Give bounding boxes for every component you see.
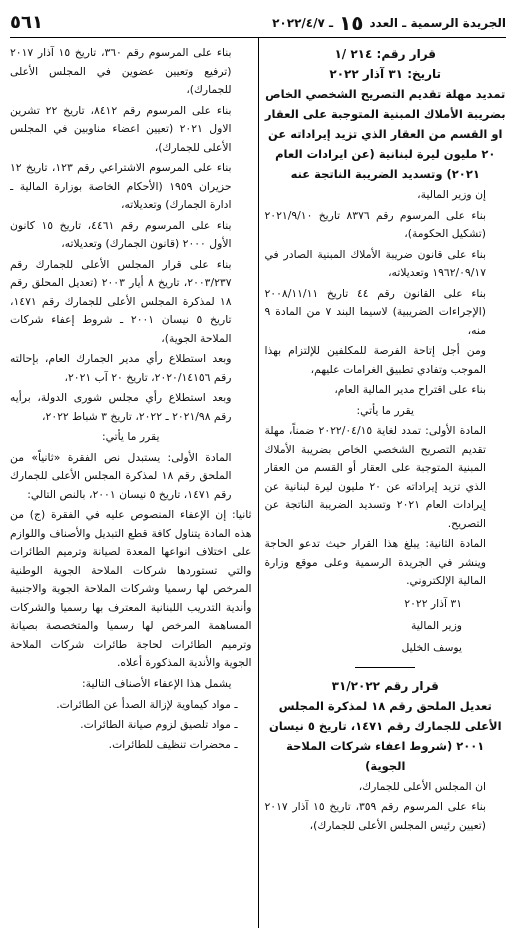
decision-subject: تمديد مهلة تقديم التصريح الشخصي الخاص بضريبة الأملاك المبنية المتوجبة على العقار او القسم من العقار الذي تزيد إيراداته عن ٢٠ مليون ليرة لبنانية (عن ايرادات العام ٢٠٢١) وتسديد الضريبة الناتجة عنه (264, 87, 506, 181)
decision2-subject: تعديل الملحق رقم ١٨ لمذكرة المجلس الأعلى للجمارك رقم ١٤٧١، تاريخ ٥ نيسان ٢٠٠١ (شروط اعفاء شركات الملاحة الجوية) (268, 698, 502, 773)
includes-heading: يشمل هذا الإعفاء الأصناف التالية: (82, 676, 232, 690)
recital-l5: بناء على قرار المجلس الأعلى للجمارك رقم ٢٠٠٣/٢٣٧، تاريخ ٨ أيار ٢٠٠٣ (تعديل المحلق رقم ١٨ لمذكرة المجلس الأعلى للجمارك رقم ١٤٧١، تاريخ ٥ نيسان ٢٠٠١ ـ شروط إعفاء شركات الملاحة الجوية)، (10, 257, 232, 345)
columns (10, 38, 506, 928)
decides-heading-2: يقرر ما يأتي: (101, 430, 160, 443)
recital-5: بناء على اقتراح مدير المالية العام، (334, 383, 486, 396)
decision-number: قرار رقم: ٢١٤ /١ (334, 47, 437, 61)
recital-l7: وبعد استطلاع رأي مجلس شورى الدولة، برأيه رقم ٢٠٢١/٩٨ ـ ٢٠٢٢، تاريخ ٣ شباط ٢٠٢٢، (10, 391, 232, 423)
issuer-2: ان المجلس الأعلى للجمارك، (358, 779, 486, 793)
signature-title: وزير المالية (411, 618, 462, 632)
issue-date: ـ ٢٠٢٢/٤/٧ (272, 15, 334, 30)
list-item: ـ مواد تلصيق لزوم صيانة الطائرات. (80, 718, 238, 731)
gazette-name: الجريدة الرسمية ـ العدد (369, 15, 506, 30)
article-1: المادة الأولى: تمدد لغاية ٢٠٢٢/٠٤/١٥ ضمناً، مهلة تقديم التصريح الشخصي الخاص بضريبة الأملاك المبنية المتوجبة على العقار أو القسم من العقار الذي تزيد إيراداته عن ٢٠ مليون ليرة لبنانية عن إيرادات العام ٢٠٢١ وتسديد الضريبة الناتجة عن التصريح. (264, 424, 486, 530)
recital-l3: بناء على المرسوم الاشتراعي رقم ١٢٣، تاريخ ١٢ حزيران ١٩٥٩ (الأحكام الخاصة بوزارة المالية ـ ادارة الجمارك) وتعديلاته، (10, 161, 232, 211)
recital-2: بناء على قانون ضريبة الأملاك المبنية الصادر في ١٩٦٢/٠٩/١٧ وتعديلاته، (264, 247, 486, 279)
recital-1: بناء على المرسوم رقم ٨٣٧٦ تاريخ ٢٠٢١/٩/١٠ (تشكيل الحكومة)، (264, 208, 486, 240)
article-l1: المادة الأولى: يستبدل نص الفقرة «ثانياً» من الملحق رقم ١٨ لمذكرة المجلس الأعلى للجمارك رقم ١٤٧١، تاريخ ٥ نيسان ٢٠٠١، بالنص التالي: (10, 450, 232, 501)
issuer: إن وزير المالية، (417, 188, 486, 201)
recital-6: بناء على المرسوم رقم ٣٥٩، تاريخ ١٥ آذار ٢٠١٧ (تعيين رئيس المجلس الأعلى للجمارك)، (264, 800, 486, 832)
recital-3: بناء على القانون رقم ٤٤ تاريخ ٢٠٠٨/١١/١١ (الإجراءات الضريبية) لاسيما البند ٧ من المادة ٩ منه، (264, 286, 486, 337)
recital-l6: وبعد استطلاع رأي مدير الجمارك العام، بإحالته رقم ٢٠٢٠/١٤١٥٦، تاريخ ٢٠ آب ٢٠٢١، (10, 352, 232, 384)
list-item: ـ مواد كيماوية لإزالة الصدأ عن الطائرات. (56, 698, 238, 711)
issue-number: ١٥ (339, 10, 364, 35)
recital-l1: بناء على المرسوم رقم ٣٦٠، تاريخ ١٥ آذار ٢٠١٧ (ترفيع وتعيين عضوين في المجلس الأعلى للجمارك)، (10, 46, 232, 96)
decision-date: تاريخ: ٣١ آذار ٢٠٢٢ (329, 67, 442, 81)
right-column (259, 38, 507, 928)
column-divider (258, 38, 259, 928)
recital-l2: بناء على المرسوم رقم ٨٤١٢، تاريخ ٢٢ تشرين الاول ٢٠٢١ (تعيين اعضاء مناوبين في المجلس الأعلى للجمارك)، (10, 103, 232, 154)
list-item: ـ محضرات تنظيف للطائرات. (108, 738, 238, 751)
gazette-title (272, 11, 506, 35)
left-column (10, 38, 258, 928)
recital-4: ومن أجل إتاحة الفرصة للمكلفين للإلتزام بهذا الموجب وتفادي تطبيق الغرامات عليهم، (264, 344, 486, 376)
paragraph-second: ثانيا: إن الإعفاء المنصوص عليه في الفقرة (ج) من هذه المادة يتناول كافة قطع التبديل والأصناف واللوازم على اختلاف انواعها المعدة لصيانة وترميم الطائرات والتي تستوردها شركات الملاحة الجوية الوطنية المرخص لها رسميا وشركات الملاحة الجوية والاجنبية وأندية التدريب اللبنانية المعترف بها رسميا والشركات المساهمة المرخص لها رسميا والمتخصصة بصيانة وترميم الطائرات لحاجة طائرات شركات الملاحة الجوية والأندية المذكورة أعلاه. (10, 508, 252, 669)
article-2: المادة الثانية: يبلغ هذا القرار حيث تدعو الحاجة وينشر في الجريدة الرسمية وعلى موقع وزارة المالية الإلكتروني. (264, 537, 486, 587)
recital-l4: بناء على المرسوم رقم ٤٤٦١، تاريخ ١٥ كانون الأول ٢٠٠٠ (قانون الجمارك) وتعديلاته، (10, 218, 232, 250)
page-header (10, 8, 506, 38)
signature-date: ٣١ آذار ٢٠٢٢ (404, 596, 462, 610)
signature-name: يوسف الخليل (401, 640, 462, 654)
decides-heading: يقرر ما يأتي: (356, 403, 414, 417)
section-divider (355, 667, 415, 668)
page-number: ٥٦١ (10, 12, 43, 33)
decision2-number: قرار رقم ٣١/٢٠٢٢ (331, 678, 439, 693)
items-list (10, 695, 252, 755)
